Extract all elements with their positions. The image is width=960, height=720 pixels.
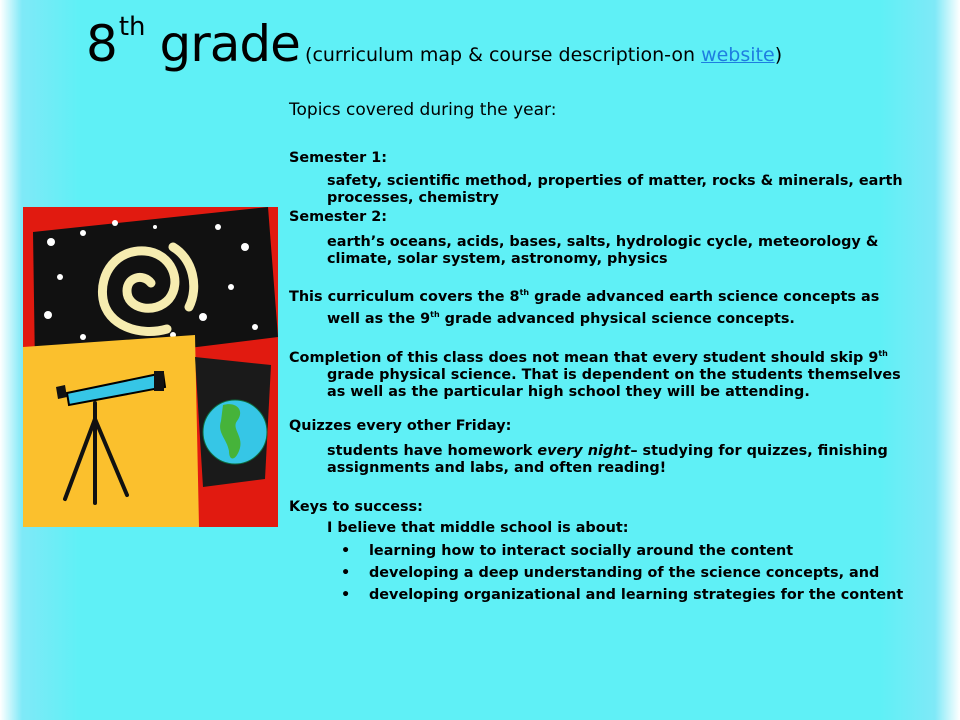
bullet-text: developing a deep understanding of the science concepts, and — [369, 565, 880, 581]
semester1-label: Semester 1: — [289, 150, 387, 166]
bullet-icon: • — [341, 543, 351, 559]
curriculum-sup-2: th — [430, 310, 440, 319]
telescope-lens — [154, 371, 164, 391]
subtitle-suffix: ) — [774, 44, 783, 66]
website-link[interactable]: website — [701, 44, 775, 66]
title-superscript: th — [118, 12, 146, 42]
course-description — [289, 150, 909, 604]
bullet-icon: • — [341, 587, 351, 603]
semester2-topics: earth’s oceans, acids, bases, salts, hydrologic cycle, meteorology & climate, solar system, astronomy, physics — [327, 234, 879, 267]
curriculum-paragraph — [289, 284, 909, 328]
list-item — [289, 543, 909, 560]
topics-heading: Topics covered during the year: — [289, 100, 557, 120]
completion-paragraph — [289, 345, 909, 401]
yellow-panel — [23, 335, 199, 527]
curriculum-text-2: grade advanced earth science concepts as well as the 9 — [327, 289, 880, 327]
keys-label: Keys to success: — [289, 499, 423, 515]
subtitle-prefix: (curriculum map & course description-on — [305, 44, 702, 66]
curriculum-sup-1: th — [519, 288, 530, 297]
bullet-text: learning how to interact socially around the content — [369, 543, 794, 559]
semester1-topics: safety, scientific method, properties of matter, rocks & minerals, earth processes, chemistry — [327, 173, 903, 206]
title-grade: grade — [159, 15, 300, 73]
completion-text-2: grade physical science. That is dependent on the students themselves as well as the particular high school they will be attending. — [327, 367, 901, 400]
quizzes-label: Quizzes every other Friday: — [289, 418, 512, 434]
astronomy-clipart — [23, 207, 278, 527]
homework-text-2: – studying for quizzes, finishing assignments and labs, and often reading! — [327, 443, 888, 476]
completion-sup: th — [878, 349, 888, 358]
bullet-icon: • — [341, 565, 351, 581]
curriculum-text-3: grade advanced physical science concepts. — [439, 311, 795, 327]
curriculum-text-1: This curriculum covers the 8 — [289, 289, 520, 305]
semester2-label: Semester 2: — [289, 209, 387, 225]
keys-intro: I believe that middle school is about: — [327, 520, 629, 536]
telescope-eyepiece — [56, 385, 67, 399]
homework-emphasis: every night — [537, 443, 631, 459]
homework-text-1: students have homework — [327, 443, 538, 459]
title-subtitle — [305, 44, 782, 66]
bullet-text: developing organizational and learning strategies for the content — [369, 587, 904, 603]
title-number: 8 — [86, 15, 117, 73]
homework-note — [289, 443, 909, 477]
astronomy-illustration — [23, 207, 278, 527]
page-title — [86, 12, 782, 73]
list-item — [289, 565, 909, 582]
list-item — [289, 587, 909, 604]
completion-text-1: Completion of this class does not mean that every student should skip 9 — [289, 350, 879, 366]
